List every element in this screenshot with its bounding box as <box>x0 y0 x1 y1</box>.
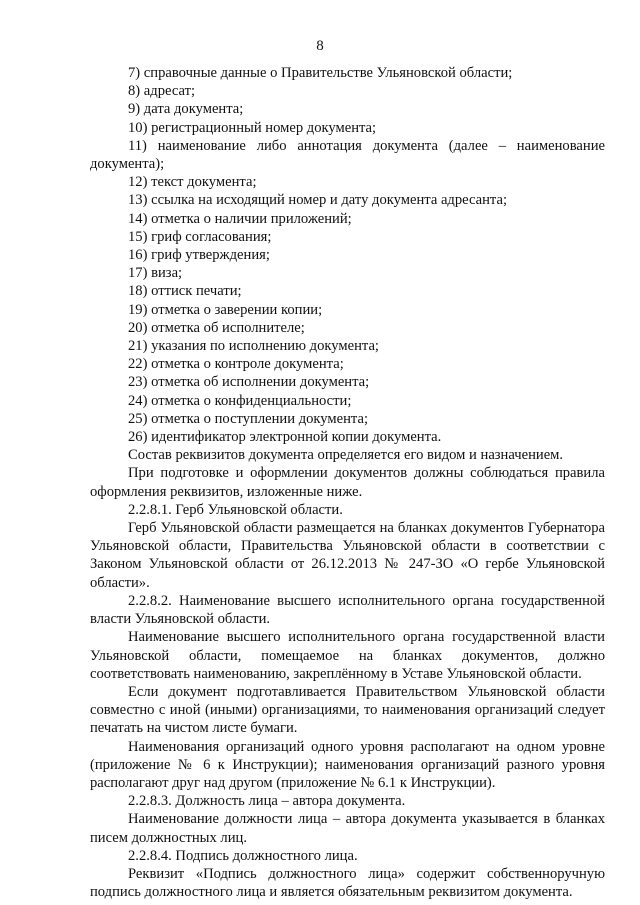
list-item: 11) наименование либо аннотация документа (далее – наименование документа); <box>90 137 605 173</box>
list-item: 18) оттиск печати; <box>128 283 242 300</box>
list-item: 16) гриф утверждения; <box>128 247 270 264</box>
section-heading: 2.2.8.2. Наименование высшего исполнительного органа государственной власти Ульяновской области. <box>90 592 605 628</box>
paragraph: Наименование высшего исполнительного органа государственной власти Ульяновской области, помещаемое на бланках документов, должно соответствовать наименованию, закреплённому в Уставе Ульяновской области. <box>90 629 605 682</box>
section-heading: 2.2.8.4. Подпись должностного лица. <box>128 847 358 864</box>
list-item: 19) отметка о заверении копии; <box>128 301 323 318</box>
paragraph: Герб Ульяновской области размещается на бланках документов Губернатора Ульяновской области, Правительства Ульяновской области в соответствии с Законом Ульяновской области от 26.12.2013 № 247-ЗО «О гербе Ульяновской области». <box>90 520 605 591</box>
section-heading: 2.2.8.3. Должность лица – автора документа. <box>128 793 406 810</box>
list-item: 24) отметка о конфиденциальности; <box>128 392 352 409</box>
list-item: 13) ссылка на исходящий номер и дату документа адресанта; <box>128 192 508 209</box>
paragraph: Реквизит «Подпись должностного лица» содержит собственноручную подпись должностного лица и является обязательным реквизитом документа. <box>90 865 605 901</box>
list-item: 25) отметка о поступлении документа; <box>128 410 369 427</box>
list-item: 7) справочные данные о Правительстве Ульяновской области; <box>128 65 513 81</box>
paragraph: Если документ подготавливается Правительством Ульяновской области совместно с иной (иными) организациями, то наименования организаций следует печатать на чистом листе бумаги. <box>90 683 605 737</box>
paragraph: Состав реквизитов документа определяется его видом и назначением. <box>128 447 564 464</box>
document-body <box>90 64 605 901</box>
paragraph: При подготовке и оформлении документов должны соблюдаться правила оформления реквизитов, изложенные ниже. <box>90 465 605 500</box>
list-item: 21) указания по исполнению документа; <box>128 338 379 355</box>
page-number: 8 <box>316 38 324 54</box>
list-item: 22) отметка о контроле документа; <box>128 356 344 373</box>
paragraph: Наименование должности лица – автора документа указывается в бланках писем должностных лиц. <box>90 811 605 846</box>
list-item: 15) гриф согласования; <box>128 228 272 245</box>
section-heading: 2.2.8.1. Герб Ульяновской области. <box>128 501 343 518</box>
list-item: 20) отметка об исполнителе; <box>128 319 305 336</box>
list-item: 9) дата документа; <box>128 101 244 118</box>
list-item: 23) отметка об исполнении документа; <box>128 374 370 391</box>
list-item: 8) адресат; <box>128 83 196 100</box>
list-item: 12) текст документа; <box>128 174 257 191</box>
list-item: 14) отметка о наличии приложений; <box>128 210 352 227</box>
paragraph: Наименования организаций одного уровня располагают на одном уровне (приложение № 6 к Инструкции); наименования организаций разного уровня располагают друг над другом (приложение № 6.1 к Инструкции). <box>90 738 605 791</box>
list-item: 17) виза; <box>128 265 183 282</box>
list-item: 10) регистрационный номер документа; <box>128 119 377 136</box>
list-item: 26) идентификатор электронной копии документа. <box>128 429 442 446</box>
